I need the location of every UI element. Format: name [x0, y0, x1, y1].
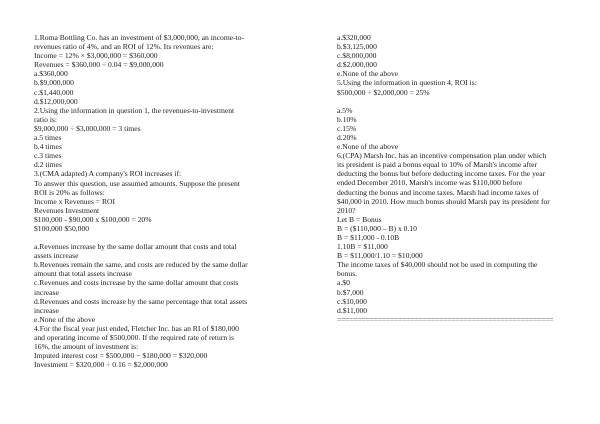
right-blank-line — [337, 97, 573, 106]
left-text-line: a.Revenues increase by the same dollar amount that costs and total — [34, 242, 237, 252]
right-text-line: e.None of the above — [337, 69, 399, 79]
left-text-line: c.3 times — [34, 151, 62, 161]
left-column — [34, 33, 274, 369]
right-text-line: b.$3,125,000 — [337, 42, 377, 52]
left-text-line: b.Revenues remain the same, and costs are reduced by the same dollar — [34, 260, 248, 270]
left-text-line: b.$9,000,000 — [34, 78, 74, 88]
left-text-line: 2.Using the information in question 1, the revenues-to-investment — [34, 105, 235, 115]
left-text-line: Income x Revenues = ROI — [34, 196, 116, 206]
right-text-line: $40,000 in 2010. How much bonus should Marsh pay its president for — [337, 196, 550, 206]
right-text-line: 1.10B = $11,000 — [337, 242, 388, 252]
right-text-line: 5.Using the information in question 4, ROI is: — [337, 78, 477, 88]
left-text-line: 3.(CMA adapted) A company's ROI increases if: — [34, 169, 182, 179]
right-text-line: a.$320,000 — [337, 33, 371, 42]
left-text-line: assets increase — [34, 251, 79, 261]
right-text-line: b.10% — [337, 114, 357, 124]
left-text-line: Revenues = $360,000 ÷ 0.04 = $9,000,000 — [34, 60, 164, 70]
right-text-line: deducting the bonus but before deducting income taxes. For the year — [337, 169, 546, 179]
right-text-line: bonus. — [337, 269, 358, 279]
left-text-line: a.$360,000 — [34, 69, 68, 79]
right-text-line: B = $11,000 - 0.10B — [337, 232, 400, 242]
left-text-line: ratio is: — [34, 114, 57, 124]
left-text-line: revenues ratio of 4%, and an ROI of 12%. Its revenues are: — [34, 42, 214, 52]
right-text-line: Let B = Bonus — [337, 214, 382, 224]
right-text-line: d.$2,000,000 — [337, 60, 377, 70]
left-text-line: d.2 times — [34, 160, 62, 170]
left-text-line: d.Revenues and costs increase by the same percentage that total assets — [34, 296, 248, 306]
right-column — [337, 33, 573, 324]
right-text-line: B = ($110,000 – B) x 0.10 — [337, 223, 417, 233]
right-text-line: c.15% — [337, 123, 357, 133]
right-text-line: $500,000 ÷ $2,000,000 = 25% — [337, 87, 430, 97]
left-text-line: d.$12,000,000 — [34, 96, 78, 106]
left-text-line: c.$1,440,000 — [34, 87, 74, 97]
right-text-line: its president is paid a bonus equal to 10% of Marsh's income after — [337, 160, 538, 170]
right-text-line: e.None of the above — [337, 142, 399, 152]
left-text-line: 16%, the amount of investment is: — [34, 342, 139, 352]
left-text-line: $9,000,000 ÷ $3,000,000 = 3 times — [34, 123, 141, 133]
left-text-line: a.5 times — [34, 133, 62, 143]
right-text-line: c.$8,000,000 — [337, 51, 377, 61]
left-blank-line — [34, 233, 274, 242]
left-text-line: $100,000 $50,000 — [34, 223, 90, 233]
left-text-line: and operating income of $500,000. If the required rate of return is — [34, 333, 235, 342]
right-text-line: a.5% — [337, 105, 353, 115]
left-text-line: To answer this question, use assumed amounts. Suppose the present — [34, 178, 240, 188]
right-text-line: deducting the bonus and income taxes. Marsh had income taxes of — [337, 187, 539, 197]
left-text-line: $100,000 - $90,000 x $100,000 = 20% — [34, 214, 152, 224]
left-text-line: 4.For the fiscal year just ended, Fletcher Inc. has an RI of $180,000 — [34, 323, 239, 333]
right-separator-rule: ===================================================== — [337, 314, 554, 324]
left-text-line: Imputed interest cost = $500,000 − $180,000 = $320,000 — [34, 351, 208, 361]
left-text-line: amount that total assets increase — [34, 269, 132, 279]
right-text-line: a.$0 — [337, 278, 350, 288]
right-text-line: 2010? — [337, 205, 356, 215]
left-text-line: increase — [34, 287, 59, 297]
left-text-line: c.Revenues and costs increase by the same dollar amount that costs — [34, 278, 239, 288]
left-text-line: 1.Roma Bottling Co. has an investment of $3,000,000, an income-to- — [34, 33, 245, 42]
right-text-line: 6.(CPA) Marsh Inc. has an incentive compensation plan under which — [337, 151, 547, 161]
left-text-line: increase — [34, 305, 59, 315]
right-text-line: ended December 2010, Marsh's income was $110,000 before — [337, 178, 523, 188]
right-text-line: b.$7,000 — [337, 287, 364, 297]
left-text-line: Revenues Investment — [34, 205, 100, 215]
left-text-line: b.4 times — [34, 142, 62, 152]
left-text-line: Income = 12% × $3,000,000 = $360,000 — [34, 51, 158, 61]
right-text-line: The income taxes of $40,000 should not be used in computing the — [337, 260, 538, 270]
right-text-line: d.20% — [337, 132, 357, 142]
left-text-line: ROI is 20% as follows: — [34, 187, 105, 197]
left-text-line: e.None of the above — [34, 314, 96, 324]
right-text-line: d.$11,000 — [337, 305, 368, 315]
left-text-line: Investment = $320,000 ÷ 0.16 = $2,000,000 — [34, 360, 168, 370]
right-text-line: B = $11,000/1.10 = $10,000 — [337, 251, 423, 261]
right-text-line: c.$10,000 — [337, 296, 367, 306]
